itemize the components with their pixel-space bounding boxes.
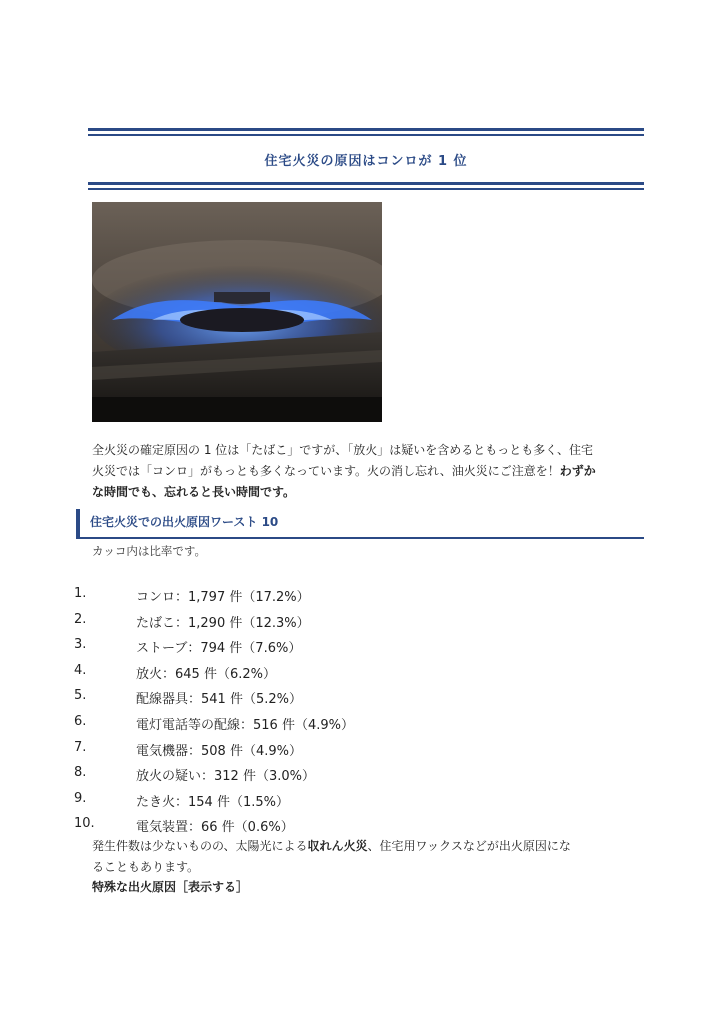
rank-number: 4. — [74, 662, 87, 678]
list-item — [74, 688, 634, 714]
intro-paragraph — [92, 440, 632, 503]
rank-number: 1. — [74, 586, 87, 601]
special-causes-toggle[interactable]: 特殊な出火原因［表示する］ — [92, 880, 249, 894]
cause-text: 放火：645 件（6.2%） — [136, 666, 276, 682]
cause-text: 放火の疑い：312 件（3.0%） — [136, 769, 315, 785]
rank-number: 10. — [74, 816, 95, 832]
title-top-rule — [88, 128, 644, 136]
cause-text: 配線器具：541 件（5.2%） — [136, 692, 302, 708]
intro-line-1: 全火災の確定原因の 1 位は「たばこ」ですが、「放火」は疑いを含めるともっとも多く、住宅 — [92, 443, 594, 457]
rank-number: 9. — [74, 790, 87, 806]
cause-text: 電灯電話等の配線：516 件（4.9%） — [136, 717, 354, 733]
cause-text: コンロ：1,797 件（17.2%） — [136, 590, 310, 605]
footer-bold-text: 収れん火災 — [307, 839, 368, 853]
intro-line-2-text: 火災では「コンロ」がもっとも多くなっています。火の消し忘れ、油火災にご注意を！ — [92, 464, 560, 478]
list-item — [74, 637, 634, 663]
section-heading — [76, 507, 644, 539]
rank-number: 3. — [74, 637, 87, 653]
page-title: 住宅火災の原因はコンロが 1 位 — [264, 154, 468, 169]
rank-number: 2. — [74, 611, 87, 627]
footer-paragraph — [92, 836, 652, 878]
intro-line-3 — [92, 482, 632, 503]
list-item — [74, 714, 634, 740]
footer-pre-text: 発生件数は少ないものの、太陽光による — [92, 839, 308, 853]
ratio-note: カッコ内は比率です。 — [92, 544, 206, 558]
footer-line-2: ることもあります。 — [92, 860, 200, 874]
rank-number: 5. — [74, 688, 87, 704]
list-item — [74, 586, 634, 612]
footer-line-1 — [92, 836, 652, 857]
list-item — [74, 663, 634, 689]
section-accent-bar — [76, 509, 80, 537]
rank-number: 6. — [74, 713, 87, 729]
list-item — [74, 765, 634, 791]
title-bottom-rule — [88, 182, 644, 190]
cause-text: たばこ：1,290 件（12.3%） — [136, 615, 310, 631]
intro-line-2 — [92, 461, 632, 482]
cause-text: 電気装置：66 件（0.6%） — [136, 820, 294, 836]
list-item — [74, 612, 634, 638]
rank-number: 8. — [74, 765, 87, 781]
cause-text: たき火：154 件（1.5%） — [136, 794, 289, 810]
intro-line-2-bold: わずか — [559, 464, 596, 478]
gas-burner-photo — [92, 202, 382, 422]
rank-number: 7. — [74, 739, 87, 755]
section-title: 住宅火災での出火原因ワースト 10 — [90, 515, 279, 529]
list-item — [74, 791, 634, 817]
footer-post-text: 、住宅用ワックスなどが出火原因にな — [367, 839, 571, 853]
cause-text: 電気機器：508 件（4.9%） — [136, 743, 302, 759]
cause-text: ストーブ：794 件（7.6%） — [136, 641, 302, 657]
intro-line-3-bold: な時間でも、忘れると長い時間です。 — [92, 485, 296, 499]
fire-cause-list — [74, 586, 634, 842]
section-underline — [76, 537, 644, 539]
list-item — [74, 740, 634, 766]
